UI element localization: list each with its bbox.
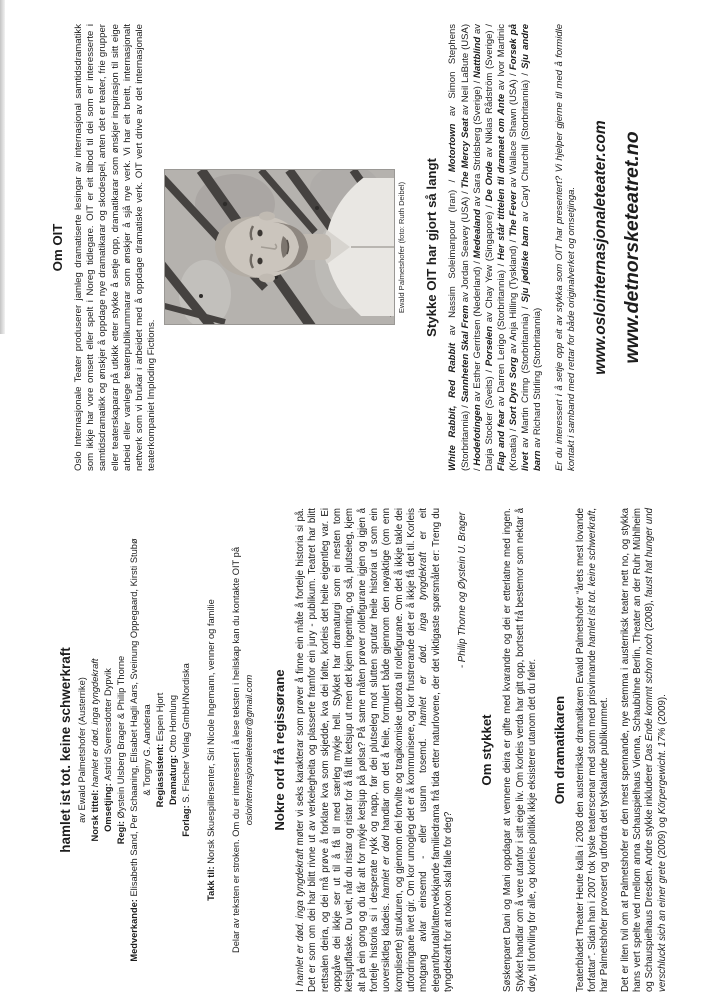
play-list-title: Sju andre barn <box>519 24 544 471</box>
detnorsketeatret-url: www.detnorsketeatret.no <box>621 131 644 364</box>
about-play-paragraph: Søskenparet Dani og Mani oppdagar at vennene deira er gifte med kvarandre og dei er etterlatne med ingen. Stykket handlar om å vere utanfor i sitt eige liv. Om korleis verda har gitt opp, bortsett frå bestemor som nektar å døy, til fortviling for alle, og korleis politikk ikkje eksisterer utanom det du føler. <box>502 508 539 992</box>
play-list-title: Nattblind <box>471 36 483 78</box>
credit-line: Delar av teksten er stroken. Om du er interessert i å lese teksten i heilskap kan du kontakte OIT på <box>231 547 241 953</box>
credit-line: Dramaturg: Otto Homlung <box>168 694 178 806</box>
credit-line: Norsk tittel: hamlet er død. inga tyngdekraft <box>90 658 100 842</box>
ear-right <box>259 212 275 221</box>
credit-line: Takk til: Norsk Skuespillersenter, Siri Nicole Ingemann, venner og familie <box>206 599 216 901</box>
eye-right <box>258 230 263 237</box>
credit-line: Regi: Øystein Ulsberg Brager & Philip Thorne <box>116 655 126 845</box>
play-list-title: Medealand <box>471 209 483 259</box>
play-list-title: Her står tittelen til dramaet om Ante <box>495 93 507 261</box>
page-right-oit <box>50 24 643 471</box>
history-heading: Stykke OIT har gjort så langt <box>424 158 440 337</box>
play-list-title: Sort Dyrs Sorg <box>507 356 519 426</box>
credit-line: Medverkande: Elisabeth Sand, Per Schaaning, Elisabet Hagli Aars, Sveinung Oppegaard, Kirsti Stubø <box>129 538 139 962</box>
directors-note-heading: Nokre ord frå regissørane <box>272 669 287 831</box>
directors-note-paragraph: I hamlet er død. inga tyngdekraft møter vi seks karakterar som prøver å finne ein måte å fortelje historia si på. Det er som om dei har blitt rivne ut av verkelegheita og plasserte framfor ein jury - publikum. Teatret har blitt rettsalen deira, og dei må prøve å forklare kva som skjedde, kva dei følte, korleis det heile eigentleg var. Ei oppgåve dei ikkje ser ut til å få til med særleg mykje hell. Stykket har dramaturgi som ei nesten tom ketsjupflaske. Du veit, når du ristar og ristar for å få litt ketsjup ut men det kjem ingenting, og så, plutseleg, kjem alt på ein gong og du får alt for mykje ketsjup på pølsa? På same måten prøver rollefigurane igjen og igjen å fortelje historia si i desperate rykk og napp, før dei plutseleg mot slutten sprutar heile historia ut som ein uoversiktleg kladeis. hamlet er død handlar om det å feile, formulert både gjennom den nøyaktige (om enn kompliserte) strukturen, og gjennom dei fortvilte og tragikomiske utbrota til rollefigurane. Om det å ikkje takle dei utfordringane livet gir. Om kor umogleg det er å kommunisere, og kor frustrerande det er å ikkje få det til. Korleis motgang avlar einsemd - eller usunn tosemd. hamlet er død. inga tyngdekraft er eit elegant/brutalt/lattervekkjande familiedrama frå tida etter naturlovene, der det viktigaste spørsmålet er: Treng du tyngdekraft for at nokon skal falle for deg? <box>295 508 455 992</box>
play-list-title: Sannheten Skal Frem <box>459 305 471 403</box>
credit-line: Forlag: S. Fischer Verlag GmbH/Nordiska <box>181 663 191 837</box>
about-oit-heading: Om OIT <box>50 223 65 272</box>
about-playwright-paragraph-1: Teaterbladet Theater Heute kalla i 2008 den austerrikske dramatikaren Ewald Palmetshofer “årets mest lovande forfattar”. Sidan han i 2007 tok tyske teaterscenar med storm med prisvinnande hamlet ist tot. keine schwerkraft, har Palmetshofer provosert og utfordra det tysktalande publikummet. <box>574 508 611 992</box>
ear-left <box>259 274 275 283</box>
play-list-title: White Rabbit, Red Rabbit <box>447 342 459 471</box>
photo-caption: Ewald Palmetshofer (foto: Ruth Deibel) <box>397 181 407 314</box>
play-title: hamlet ist tot. keine schwerkraft <box>58 647 73 853</box>
oit-website-url: www.oslointernasjonaleteater.com <box>592 120 610 375</box>
credits-lines <box>76 508 256 992</box>
scan-edge-artifact <box>0 0 5 334</box>
about-playwright-paragraph-2: Det er liten tvil om at Palmetshofer er den mest spennande, nye stemma i austerriksk teater nett no, og stykka hans vert spelte ved mellom anna Schauspielhaus Vienna, Schaubühne Berlin, Theater an der Ruhr Mühlheim og Schauspielhaus Dresden. Andre stykke inkluderer Das Ende kommt schon noch (2008), faust hat hunger und verschluckt sich an einer grete (2009) og Körpergewicht. 17% (2009). <box>619 508 668 992</box>
play-list-title: Flap and fear <box>495 409 507 471</box>
credit-line: Regiassistent: Espen Hjort <box>155 692 165 808</box>
play-list-title: Sju jødiske barn <box>519 225 531 303</box>
playwright-photo <box>165 171 407 325</box>
eye-left <box>258 258 263 265</box>
playwright-photo-illustration <box>165 171 394 325</box>
page-left-production <box>58 508 669 992</box>
play-list-title: Porselen <box>483 325 495 367</box>
production-credits <box>58 508 256 992</box>
credit-line: & Torgny G. Aanderaa <box>142 704 152 796</box>
play-list-title: The Mercy Seat <box>459 118 471 189</box>
play-list-title: Motortown <box>447 123 459 173</box>
play-list-title: Forsøk på livet <box>507 23 531 471</box>
play-list-title: The Fever <box>507 190 519 237</box>
credit-line: av Ewald Palmetshofer (Austerrike) <box>77 677 87 823</box>
about-play-heading: Om stykket <box>479 714 495 786</box>
plays-list: White Rabbit, Red Rabbit av Nassim Soleimanpour (Iran) / Motortown av Simon Stephens (Storbritannia) / Sannheten Skal Frem av Jordan Seavey (USA) / The Mercy Seat av Neil LaBute (USA) / Hodefotingen av Esther Gerritsen (Nederland) / Medealand av Sara Stridsberg (Sverige) / Nattblind av Darja Stocker (Sveits) / Porselen av Chay Yew (Singapore) / De Onde av Niklas Rådström (Sverige) / Flap and fear av Darren Lerigo (Storbritannia) / Her står tittelen til dramaet om Ante av Ivor Martinic (Kroatia) / Sort Dyrs Sorg av Anja Hilling (Tyskland) / The Fever av Wallace Shawn (USA) / Forsøk på livet av Martin Crimp (Storbritannia) / Sju jødiske barn av Caryl Churchill (Storbritannia) / Sju andre barn av Richard Stirling (Storbritannia) <box>447 23 544 471</box>
about-playwright-heading: Om dramatikaren <box>551 695 567 805</box>
credit-line: oslointernasjonaleteater@gmail.com <box>244 674 254 826</box>
directors-note-attribution: - Philip Thorne og Øystein U. Brager <box>457 512 469 669</box>
contact-note: Er du interessert i å setje opp eit av stykka som OIT har presentert? Vi hjelper gjerne til med å formidle kontakt i samband med rettar for både originalverket og omsetjinga. <box>554 24 578 471</box>
play-list-title: De Onde <box>483 161 495 202</box>
about-oit-paragraph: Oslo Internasjonale Teater produserer jamleg dramatiserte lesingar av internasjonal samtidsdramatikk som ikkje har vore omsett eller spelt i Noreg tidlegare. OIT er eit tilbod til dei som er interesserte i samtidsdramatikk og ønskjer å oppdage nye dramatikarar og skodespel, anten det er teater, frie grupper eller teaterskaparar på utkikk etter stykke å setje opp, dramatikarar som ønskjer inspirasjon til sitt eige arbeid eller vanlege teaterpublikummarar som ønskjer å sjå nye verk. Vi har eit breitt, internasjonalt nettverk som vi brukar i arbeidet med å oppdage dramatiske verk. OIT vert drive av det internasjonale teaterkompaniet Imploding Fictions. <box>73 24 158 471</box>
credit-line: Omsetjing: Astrid Sverresdotter Dypvik <box>103 668 113 832</box>
play-list-title: Hodefotingen <box>471 404 483 466</box>
